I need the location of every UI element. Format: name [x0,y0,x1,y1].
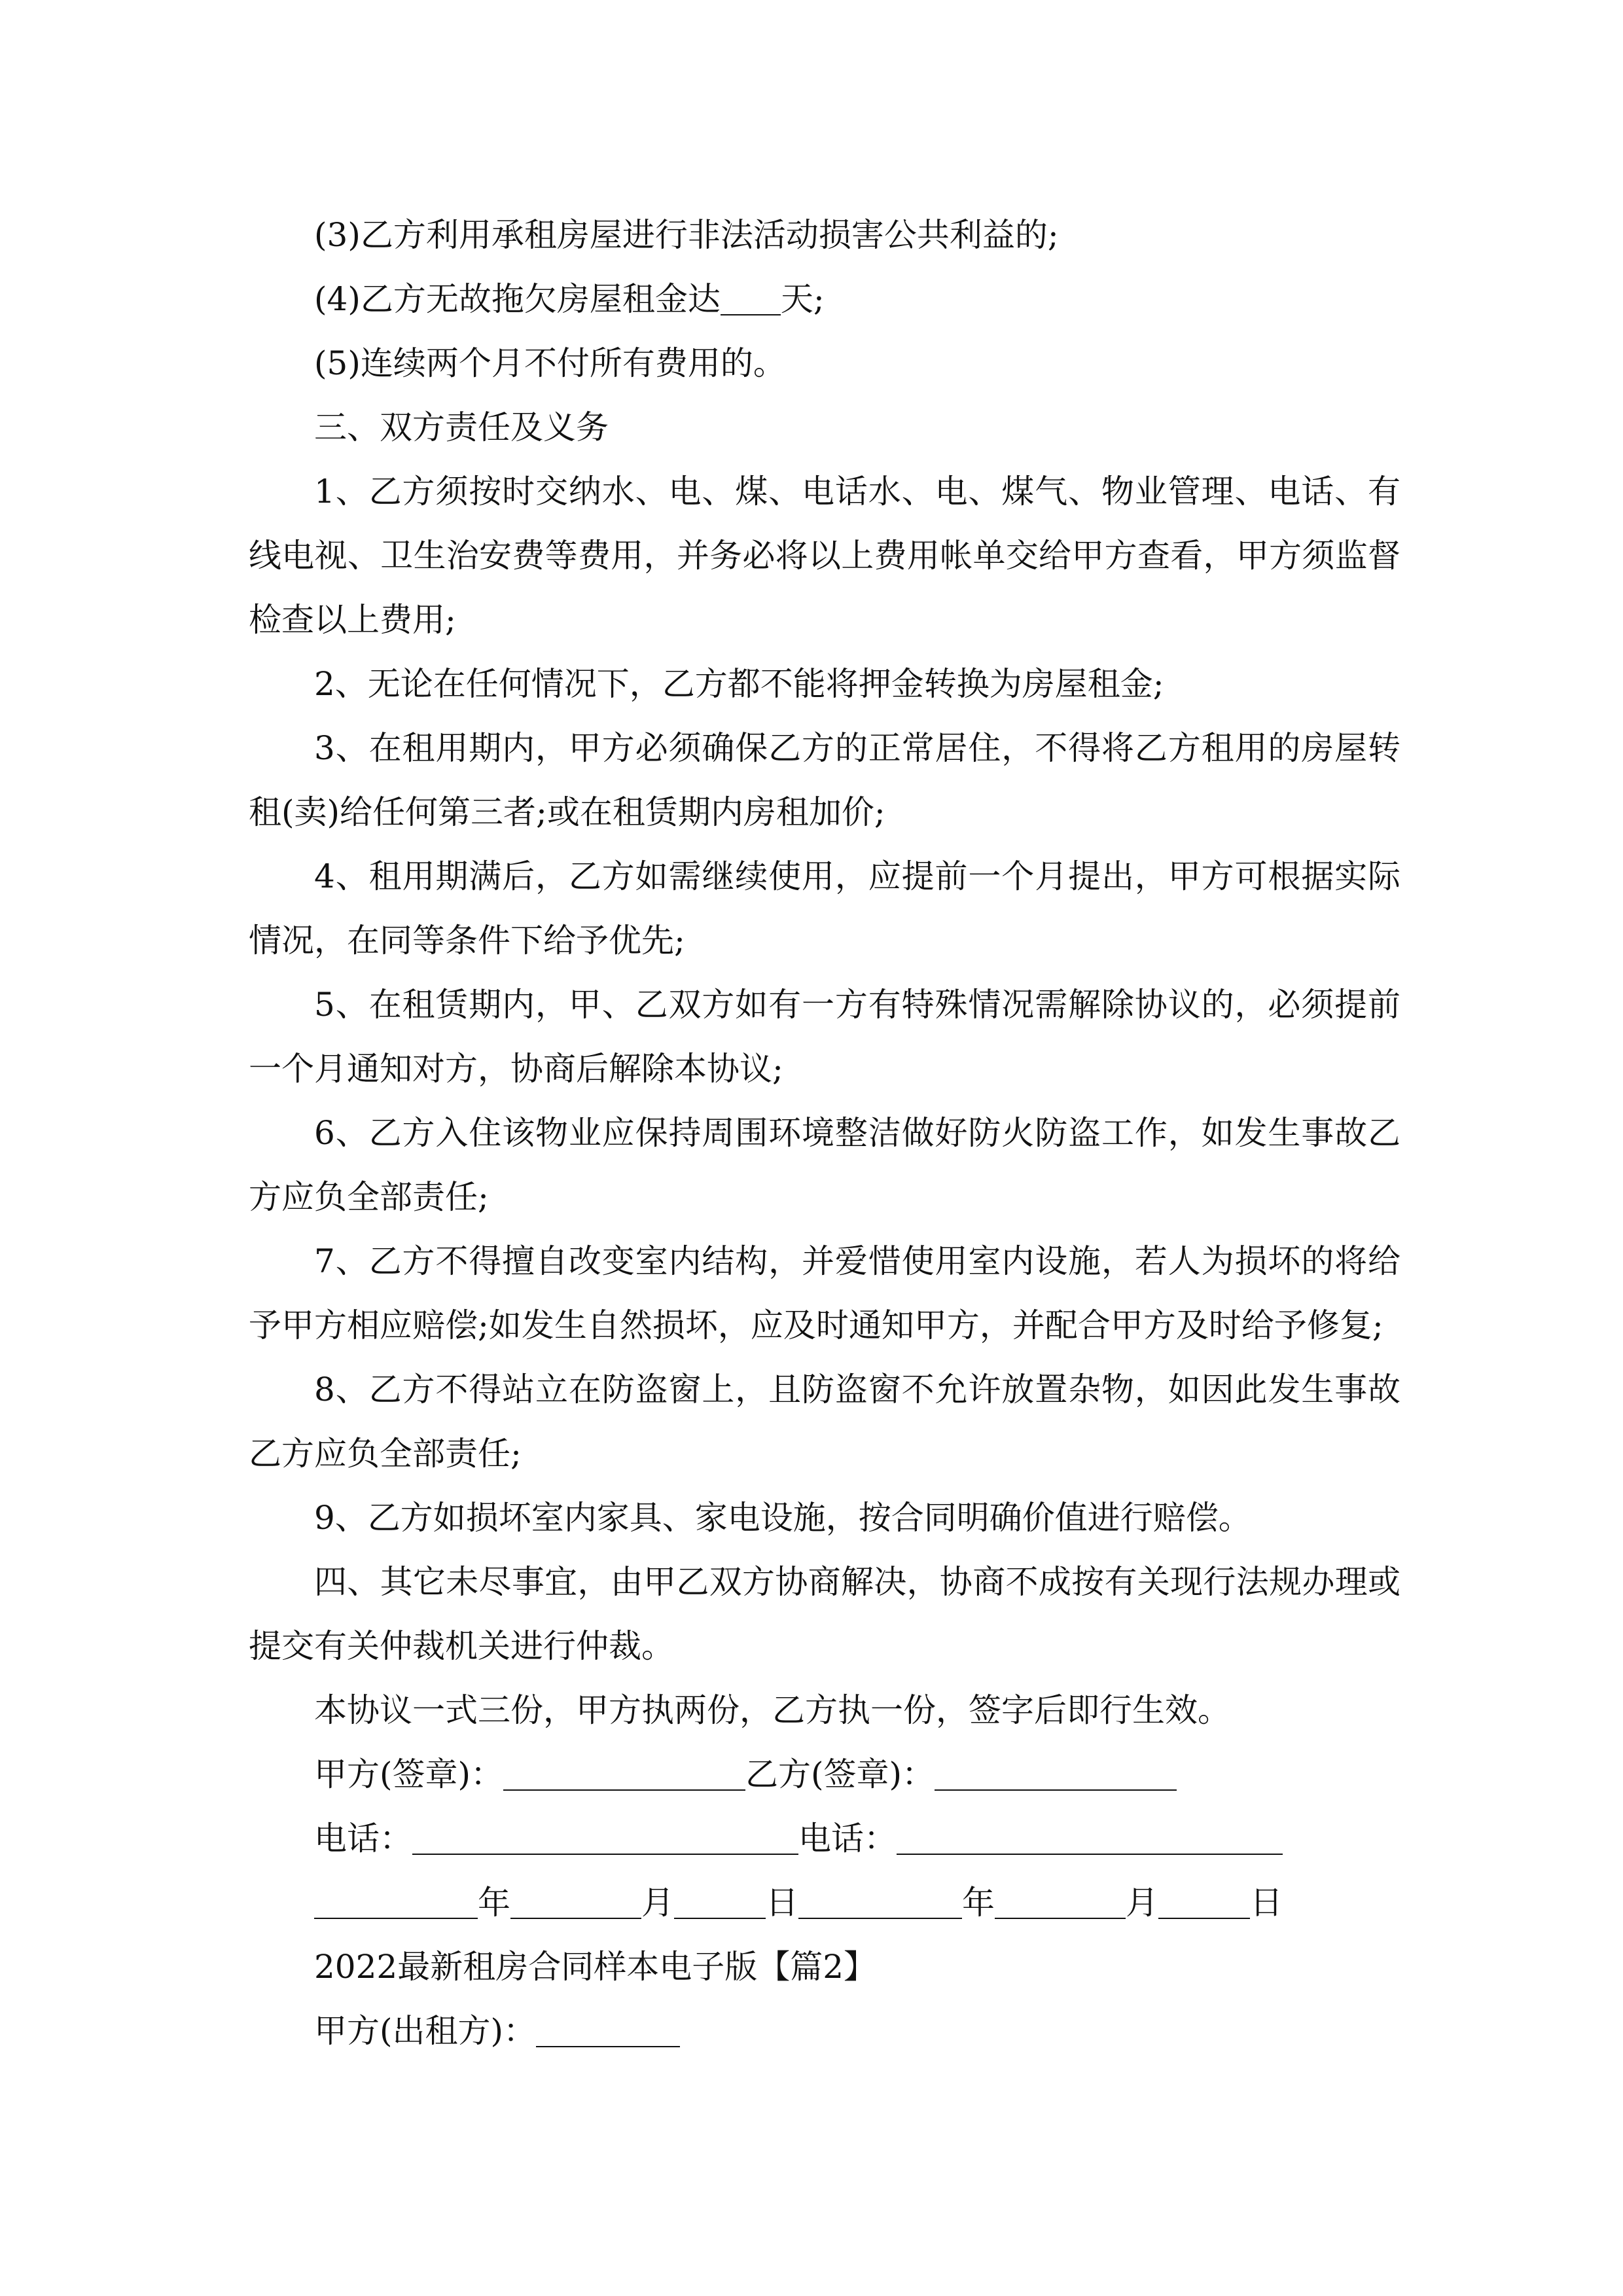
party-a-year-blank [314,1885,478,1919]
clause-3: 3、在租用期内，甲方必须确保乙方的正常居住，不得将乙方租用的房屋转租(卖)给任何第三者;或在租赁期内房租加价; [249,729,1400,831]
next-contract-title: 2022最新租房合同样本电子版【篇2】 [314,1948,877,1986]
party-b-day-blank [1158,1885,1250,1919]
next-party-a-row [249,1999,1400,2063]
month-label: 月 [641,1884,674,1922]
next-party-a-label: 甲方(出租方)： [314,2012,537,2050]
clause-4: 4、租用期满后，乙方如需继续使用，应提前一个月提出，甲方可根据实际情况，在同等条件下给予优先; [249,857,1400,960]
year-label: 年 [962,1884,995,1922]
party-a-phone-label: 电话： [314,1820,412,1857]
day-label: 日 [1250,1884,1283,1922]
clause-8: 8、乙方不得站立在防盗窗上，且防盗窗不允许放置杂物，如因此发生事故乙方应负全部责任; [249,1371,1400,1473]
item-4-suffix: 天; [780,280,825,318]
next-party-a-blank [536,2013,680,2047]
party-b-year-blank [798,1885,962,1919]
year-label: 年 [478,1884,510,1922]
month-label: 月 [1126,1884,1158,1922]
clause-7: 7、乙方不得擅自改变室内结构，并爱惜使用室内设施，若人为损坏的将给予甲方相应赔偿;如发生自然损坏，应及时通知甲方，并配合甲方及时给予修复; [249,1242,1400,1344]
date-row [249,1871,1400,1935]
phone-row [249,1806,1400,1871]
party-b-sign-blank [935,1757,1177,1791]
party-b-phone-label: 电话： [798,1820,897,1857]
party-a-day-blank [674,1885,766,1919]
party-b-sign-label: 乙方(签章)： [745,1755,935,1793]
item-4-text: (4)乙方无故拖欠房屋租金达 [314,280,721,318]
document-body [249,203,1400,2063]
party-a-month-blank [510,1885,641,1919]
clause-6: 6、乙方入住该物业应保持周围环境整洁做好防火防盗工作，如发生事故乙方应负全部责任; [249,1114,1400,1216]
clause-2: 2、无论在任何情况下，乙方都不能将押金转换为房屋租金; [314,665,1164,703]
day-label: 日 [766,1884,798,1922]
party-b-month-blank [995,1885,1126,1919]
item-3: (3)乙方利用承租房屋进行非法活动损害公共利益的; [314,216,1059,254]
clause-9: 9、乙方如损坏室内家具、家电设施，按合同明确价值进行赔偿。 [314,1499,1251,1537]
copies-statement: 本协议一式三份，甲方执两份，乙方执一份，签字后即行生效。 [314,1691,1230,1729]
clause-1: 1、乙方须按时交纳水、电、煤、电话水、电、煤气、物业管理、电话、有线电视、卫生治安费等费用，并务必将以上费用帐单交给甲方查看，甲方须监督检查以上费用; [249,473,1400,639]
days-blank [721,281,781,315]
item-5: (5)连续两个月不付所有费用的。 [314,344,786,382]
party-b-phone-blank [897,1821,1283,1855]
clause-5: 5、在租赁期内，甲、乙双方如有一方有特殊情况需解除协议的，必须提前一个月通知对方，协商后解除本协议; [249,986,1400,1088]
party-a-sign-blank [503,1757,745,1791]
section-3-heading: 三、双方责任及义务 [314,408,609,446]
section-4: 四、其它未尽事宜，由甲乙双方协商解决，协商不成按有关现行法规办理或提交有关仲裁机关进行仲裁。 [249,1563,1400,1665]
party-a-sign-label: 甲方(签章)： [314,1755,504,1793]
item-4 [249,267,1400,331]
signature-row [249,1742,1400,1806]
party-a-phone-blank [412,1821,798,1855]
